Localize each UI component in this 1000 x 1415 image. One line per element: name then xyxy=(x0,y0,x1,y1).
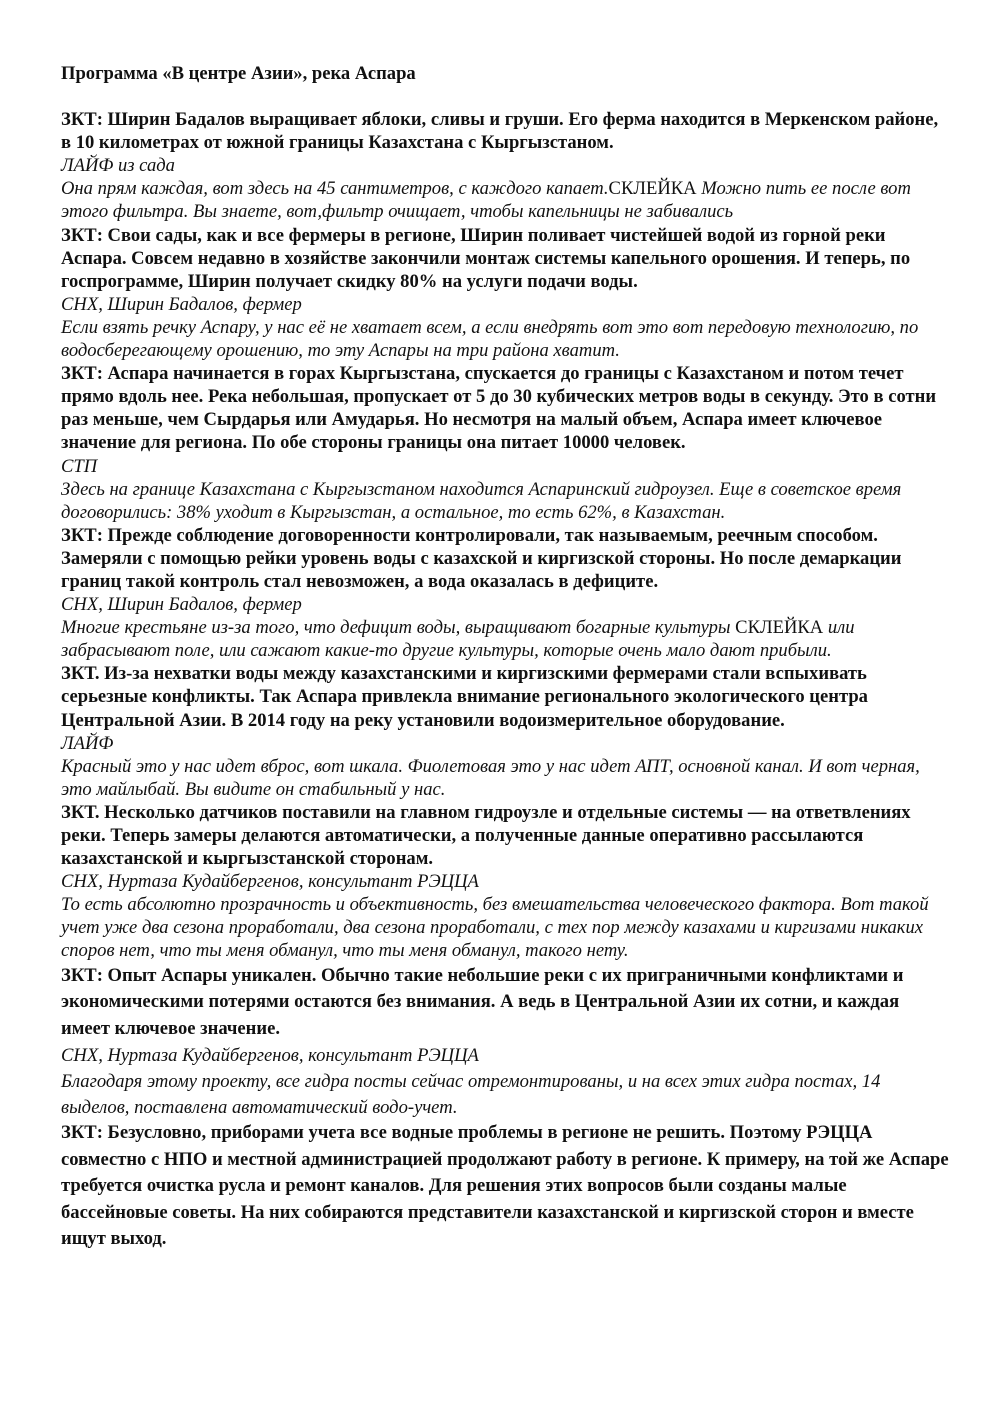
paragraph-zkt-3: ЗКТ: Аспара начинается в горах Кыргызстана, спускается до границы с Казахстаном и потом течет прямо вдоль нее. Река небольшая, пропускает от 5 до 30 кубических метров воды в секунду. Это в сотни раз меньше, чем Сырдарья или Амударья. Но несмотря на малый объем, Аспара имеет ключевое значение для региона. По обе стороны границы она питает 10000 человек. xyxy=(61,363,937,454)
quote-farmer-2: Если взять речку Аспару, у нас её не хватает всем, а если внедрять вот это вот передовую технологию, по водосберегающему орошению, то эту Аспары на три района хватит. xyxy=(61,316,919,362)
quote-text: Можно пить ее после вот этого фильтра. Вы знаете, вот,фильтр очищает, чтобы капельницы не забивались xyxy=(61,178,911,223)
paragraph-zkt-1: ЗКТ: Ширин Бадалов выращивает яблоки, сливы и груши. Его ферма находится в Меркенском районе, в 10 километрах от южной границы Казахстана с Кыргызстаном. xyxy=(61,109,939,154)
quote-consultant-2: Благодаря этому проекту, все гидра посты сейчас отремонтированы, и на всех этих гидра постах, 14 выделов, поставлена автоматический водо-учет. xyxy=(61,1070,881,1118)
paragraph-zkt-5: ЗКТ. Из-за нехватки воды между казахстанскими и киргизскими фермерами стали вспыхивать серьезные конфликты. Так Аспара привлекла внимание регионального экологического центра Центральной Азии. В 2014 году на реку установили водоизмерительное оборудование. xyxy=(61,663,868,731)
label-snh-consultant-2: СНХ, Нуртаза Кудайбергенов, консультант РЭЦЦА xyxy=(61,1044,479,1066)
quote-life: Красный это у нас идет вброс, вот шкала. Фиолетовая это у нас идет АПТ, основной канал. И вот черная, это майлыбай. Вы видите он стабильный у нас. xyxy=(61,755,920,800)
label-life-garden: ЛАЙФ из сада xyxy=(61,155,175,177)
quote-text: или забрасывают поле, или сажают какие-то другие культуры, которые очень мало дают прибыли. xyxy=(61,617,855,662)
quote-text: Многие крестьяне из-за того, что дефицит воды, выращивают богарные культуры xyxy=(61,617,736,639)
label-life: ЛАЙФ xyxy=(61,732,114,754)
paragraph-zkt-7: ЗКТ: Опыт Аспары уникален. Обычно такие небольшие реки с их приграничными конфликтами и экономическими потерями остаются без внимания. А ведь в Центральной Азии их сотни, и каждая имеет ключевое значение. xyxy=(61,964,904,1040)
splice-marker: СКЛЕЙКА xyxy=(608,178,697,200)
paragraph-zkt-4: ЗКТ: Прежде соблюдение договоренности контролировали, так называемым, реечным способом. Замеряли с помощью рейки уровень воды с казахской и киргизской стороны. Но после демаркации границ такой контроль стал невозможен, а вода оказалась в дефиците. xyxy=(61,524,902,592)
label-snh-consultant: СНХ, Нуртаза Кудайбергенов, консультант РЭЦЦА xyxy=(61,871,479,893)
lower-section xyxy=(61,963,951,1121)
quote-farmer-1 xyxy=(61,177,951,223)
stp-text: Здесь на границе Казахстана с Кыргызстаном находится Аспаринский гидроузел. Еще в советское время договорились: 38% уходит в Кыргызстан, а остальное, то есть 62%, в Казахстан. xyxy=(61,478,902,523)
paragraph-zkt-8: ЗКТ: Безусловно, приборами учета все водные проблемы в регионе не решить. Поэтому РЭЦЦА совместно с НПО и местной администрацией продолжают работу в регионе. К примеру, на той же Аспаре требуется очистка русла и ремонт каналов. Для решения этих вопросов были созданы малые бассейновые советы. На них собираются представители казахстанской и киргизской сторон и вместе ищут выход. xyxy=(61,1122,949,1250)
label-snh-farmer: СНХ, Ширин Бадалов, фермер xyxy=(61,293,302,315)
label-snh-farmer-2: СНХ, Ширин Бадалов, фермер xyxy=(61,594,302,616)
paragraph-zkt-2: ЗКТ: Свои сады, как и все фермеры в регионе, Ширин поливает чистейшей водой из горной реки Аспара. Совсем недавно в хозяйстве закончили монтаж системы капельного орошения. И теперь, по госпрограмме, Ширин получает скидку 80% на услуги подачи воды. xyxy=(61,224,911,292)
final-section xyxy=(61,1120,951,1253)
document-title: Программа «В центре Азии», река Аспара xyxy=(61,63,416,84)
label-stp: СТП xyxy=(61,455,98,477)
quote-text: Она прям каждая, вот здесь на 45 сантиметров, с каждого капает. xyxy=(61,178,609,200)
document-page xyxy=(61,62,951,1253)
quote-farmer-3 xyxy=(61,616,951,662)
splice-marker: СКЛЕЙКА xyxy=(735,617,824,639)
quote-consultant-1: То есть абсолютно прозрачность и объективность, без вмешательства человеческого фактора. Вот такой учет уже два сезона проработали, два сезона проработали, с тех пор между казахами и киргизами никаких споров нет, что ты меня обманул, что ты меня обманул, такого нету. xyxy=(61,894,929,962)
paragraph-zkt-6: ЗКТ. Несколько датчиков поставили на главном гидроузле и отдельные системы — на ответвлениях реки. Теперь замеры делаются автоматически, а полученные данные оперативно рассылаются казахстанской и кыргызстанской сторонам. xyxy=(61,801,911,870)
